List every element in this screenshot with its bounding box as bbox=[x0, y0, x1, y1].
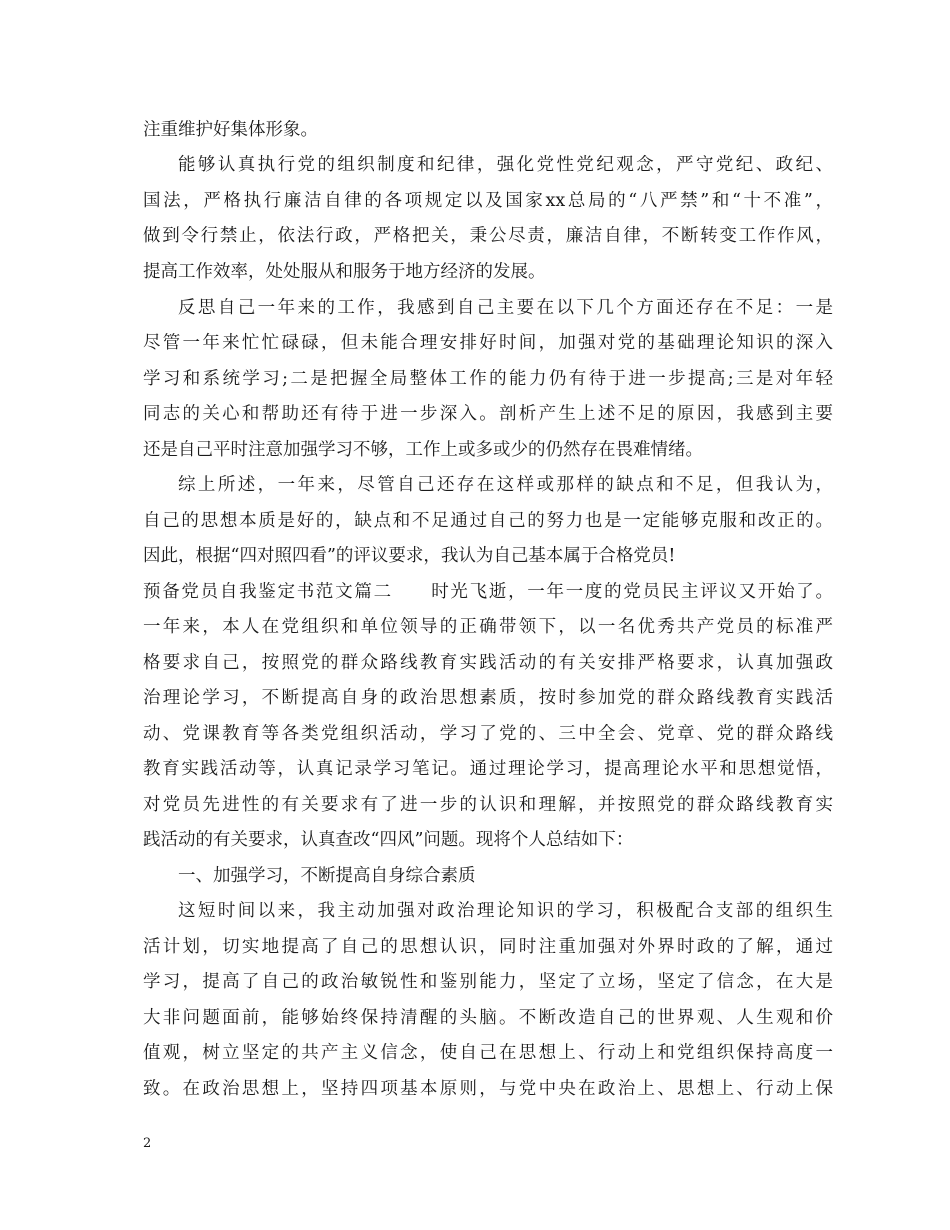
text-line: 尽管一年来忙忙碌碌，但未能合理安排好时间，加强对党的基础理论知识的深入 bbox=[143, 333, 833, 353]
text-line: 做到令行禁止，依法行政，严格把关，秉公尽责，廉洁自律，不断转变工作作风， bbox=[143, 226, 833, 246]
text-line: 格要求自己，按照党的群众路线教育实践活动的有关安排严格要求，认真加强政 bbox=[143, 653, 833, 673]
text-line: 学习，提高了自己的政治敏锐性和鉴别能力，坚定了立场，坚定了信念，在大是 bbox=[143, 972, 833, 992]
text-line: 活计划，切实地提高了自己的思想认识，同时注重加强对外界时政的了解，通过 bbox=[143, 937, 833, 957]
text-line: 能够认真执行党的组织制度和纪律，强化党性党纪观念，严守党纪、政纪、 bbox=[178, 155, 833, 175]
text-line: 学习和系统学习;二是把握全局整体工作的能力仍有待于进一步提高;三是对年轻 bbox=[143, 369, 833, 389]
text-line: 注重维护好集体形象。 bbox=[143, 120, 318, 140]
text-line: 同志的关心和帮助还有待于进一步深入。剖析产生上述不足的原因，我感到主要 bbox=[143, 404, 833, 424]
text-line: 值观，树立坚定的共产主义信念，使自己在思想上、行动上和党组织保持高度一 bbox=[143, 1043, 833, 1063]
text-line: 提高工作效率，处处服从和服务于地方经济的发展。 bbox=[143, 262, 546, 282]
text-line: 自己的思想本质是好的，缺点和不足通过自己的努力也是一定能够克服和改正的。 bbox=[143, 511, 833, 531]
text-line: 综上所述，一年来，尽管自己还存在这样或那样的缺点和不足，但我认为， bbox=[178, 475, 833, 495]
section-title-line: 预备党员自我鉴定书范文篇二 时光飞逝，一年一度的党员民主评议又开始了。 bbox=[143, 582, 833, 602]
text-line: 因此，根据“四对照四看”的评议要求，我认为自己基本属于合格党员! bbox=[143, 546, 676, 566]
text-line: 践活动的有关要求，认真查改“四风”问题。现将个人总结如下： bbox=[143, 830, 634, 850]
text-line: 教育实践活动等，认真记录学习笔记。通过理论学习，提高理论水平和思想觉悟， bbox=[143, 759, 833, 779]
section-heading: 一、加强学习，不断提高自身综合素质 bbox=[178, 866, 476, 886]
text-line: 一年来，本人在党组织和单位领导的正确带领下，以一名优秀共产党员的标准严 bbox=[143, 617, 833, 637]
text-line: 治理论学习，不断提高自身的政治思想素质，按时参加党的群众路线教育实践活 bbox=[143, 688, 833, 708]
text-line: 对党员先进性的有关要求有了进一步的认识和理解，并按照党的群众路线教育实 bbox=[143, 795, 833, 815]
text-line: 大非问题面前，能够始终保持清醒的头脑。不断改造自己的世界观、人生观和价 bbox=[143, 1008, 833, 1028]
text-line: 还是自己平时注意加强学习不够，工作上或多或少的仍然存在畏难情绪。 bbox=[143, 440, 703, 460]
text-line: 反思自己一年来的工作，我感到自己主要在以下几个方面还存在不足：一是 bbox=[178, 298, 833, 318]
text-line: 致。在政治思想上，坚持四项基本原则，与党中央在政治上、思想上、行动上保 bbox=[143, 1079, 833, 1099]
page-number: 2 bbox=[143, 1136, 152, 1151]
text-line: 动、党课教育等各类党组织活动，学习了党的、三中全会、党章、党的群众路线 bbox=[143, 724, 833, 744]
text-line: 这短时间以来，我主动加强对政治理论知识的学习，积极配合支部的组织生 bbox=[178, 901, 833, 921]
text-line: 国法，严格执行廉洁自律的各项规定以及国家xx总局的“八严禁”和“十不准”， bbox=[143, 191, 833, 211]
